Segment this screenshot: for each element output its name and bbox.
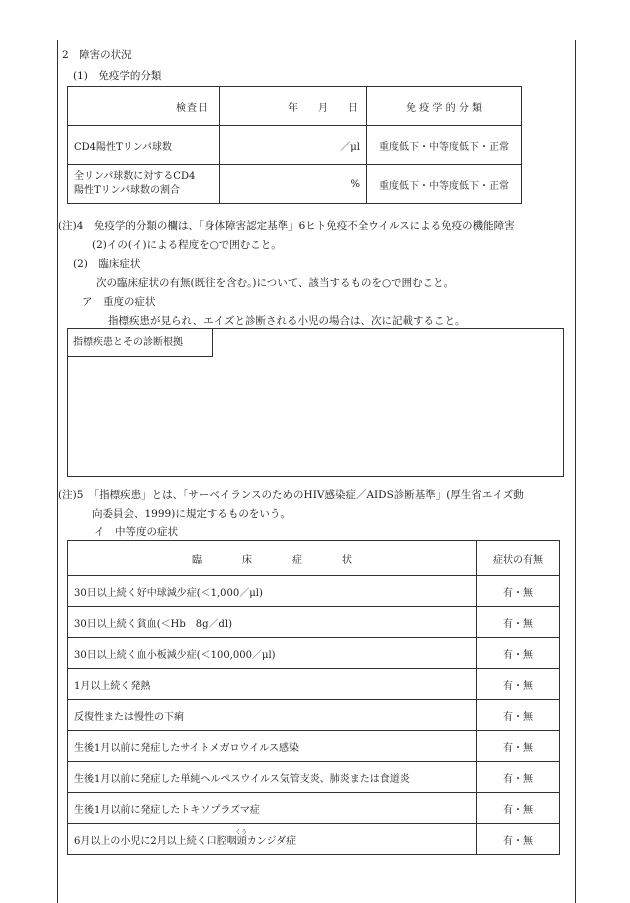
- cd4-count-classification: 重度低下・中等度低下・正常: [367, 126, 522, 165]
- presence-options: 有・無: [477, 607, 560, 638]
- symptom-label: 30日以上続く好中球減少症(＜1,000／μl): [68, 576, 477, 607]
- section-title: 2 障害の状況: [62, 49, 132, 61]
- symptom-label: 反復性または慢性の下痢: [68, 700, 477, 731]
- table-row: [68, 700, 560, 731]
- table-row: [68, 669, 560, 700]
- presence-options: 有・無: [477, 731, 560, 762]
- presence-options: 有・無: [477, 793, 560, 824]
- symptom-label: 1月以上続く発熱: [68, 669, 477, 700]
- page-frame-right: [575, 40, 576, 903]
- table-row: [68, 607, 560, 638]
- cd4-ratio-classification: 重度低下・中等度低下・正常: [367, 165, 522, 204]
- header-classification: 免 疫 学 的 分 類: [367, 87, 522, 126]
- cd4-count-label: CD4陽性Tリンパ球数: [68, 126, 220, 165]
- presence-options: 有・無: [477, 700, 560, 731]
- header-symptom: 臨 床 症 状: [68, 541, 477, 576]
- presence-options: 有・無: [477, 762, 560, 793]
- note4-line1: (注)4 免疫学的分類の欄は、「身体障害認定基準」6ヒト免疫不全ウイルスによる免疫の機能障害: [58, 220, 515, 232]
- presence-options: 有・無: [477, 669, 560, 700]
- note5-line1: (注)5 「指標疾患」とは、「サーベイランスのためのHIV感染症／AIDS診断基準」(厚生省エイズ動: [58, 489, 524, 501]
- immunology-subtitle: (1) 免疫学的分類: [73, 70, 162, 82]
- header-date-fields: 年 月 日: [220, 87, 367, 126]
- diagnosis-label: 指標疾患とその診断根拠: [67, 328, 213, 357]
- header-exam-date: 検査日: [68, 87, 220, 126]
- note5-line2: 向委員会、1999)に規定するものをいう。: [92, 508, 291, 520]
- severe-description: 指標疾患が見られ、エイズと診断される小児の場合は、次に記載すること。: [108, 315, 466, 327]
- moderate-symptoms-table: [67, 540, 560, 855]
- clinical-title: (2) 臨床症状: [73, 258, 141, 270]
- cd4-ratio-label: [68, 165, 220, 204]
- presence-options: 有・無: [477, 576, 560, 607]
- presence-options: 有・無: [477, 824, 560, 855]
- symptom-label: 30日以上続く貧血(＜Hb 8g／dl): [68, 607, 477, 638]
- cd4-ratio-label-line1: 全リンパ球数に対するCD4: [74, 171, 196, 182]
- clinical-description: 次の臨床症状の有無(既往を含む。)について、該当するものを○で囲むこと。: [96, 277, 455, 289]
- note4-line2: (2)イの(イ)による程度を○で囲むこと。: [92, 239, 282, 251]
- severe-title: ア 重度の症状: [82, 296, 156, 308]
- table-row: [68, 731, 560, 762]
- ruby-annotation: くう: [235, 829, 248, 836]
- cd4-ratio-label-line2: 陽性Tリンパ球数の割合: [74, 185, 180, 196]
- table-row: [68, 126, 522, 165]
- table-row: [68, 165, 522, 204]
- table-row: [68, 87, 522, 126]
- symptom-label: 6月以上の小児に2月以上続く口腔咽頭カンジダ症: [68, 824, 477, 855]
- symptom-label: 生後1月以前に発症したサイトメガロウイルス感染: [68, 731, 477, 762]
- header-presence: 症状の有無: [477, 541, 560, 576]
- table-row: [68, 824, 560, 855]
- table-row: [68, 638, 560, 669]
- cd4-ratio-unit: %: [220, 165, 367, 204]
- page-frame-left: [57, 40, 58, 903]
- presence-options: 有・無: [477, 638, 560, 669]
- cd4-count-unit: ／μl: [220, 126, 367, 165]
- table-row: [68, 793, 560, 824]
- table-row: [68, 576, 560, 607]
- symptom-label: 30日以上続く血小板減少症(＜100,000／μl): [68, 638, 477, 669]
- immunology-table: [67, 86, 522, 204]
- table-row: [68, 762, 560, 793]
- moderate-title: イ 中等度の症状: [94, 526, 178, 538]
- symptom-label: 生後1月以前に発症したトキソプラズマ症: [68, 793, 477, 824]
- table-row: [68, 541, 560, 576]
- symptom-label: 生後1月以前に発症した単純ヘルペスウイルス気管支炎、肺炎または食道炎: [68, 762, 477, 793]
